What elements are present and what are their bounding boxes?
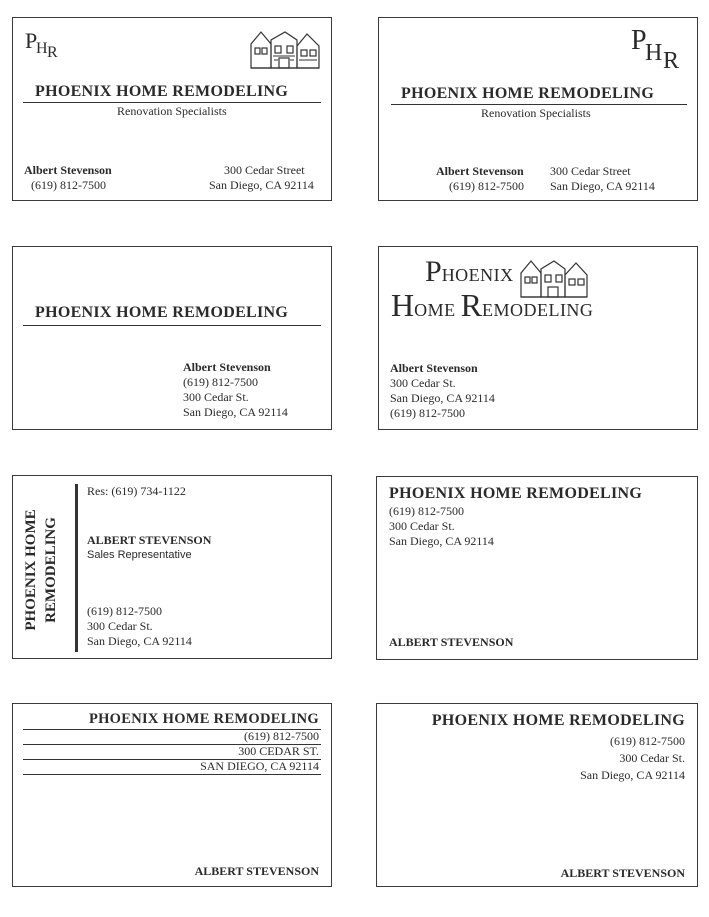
address-street: 300 Cedar Street xyxy=(224,163,305,177)
business-card-8 xyxy=(376,703,698,887)
residence-phone: Res: (619) 734-1122 xyxy=(87,484,186,498)
address-city: San Diego, CA 92114 xyxy=(209,178,314,192)
address-city: San Diego, CA 92114 xyxy=(183,405,288,419)
vertical-divider xyxy=(75,484,78,652)
address-street: 300 Cedar St. xyxy=(87,619,153,633)
contact-phone: (619) 812-7500 xyxy=(449,179,524,193)
business-card-3 xyxy=(12,246,332,430)
business-card-6 xyxy=(376,476,698,660)
business-card-2: P H R PHOENIX HOME REMODELING Renovation Specialists Albert Stevenson (619) 812-7500 300 Cedar Street San Diego, CA 92114 xyxy=(378,17,698,201)
business-card-5 xyxy=(12,475,332,659)
address-city: SAN DIEGO, CA 92114 xyxy=(200,759,319,773)
business-card-1: P H R PHOENIX HOME REMODELING Renovation Specialists Albert Stevenson (619) 812-7500 300 Cedar Street San Diego, CA 92114 xyxy=(12,17,332,201)
company-name: PHOENIX HOME REMODELING xyxy=(401,85,655,102)
contact-phone: (619) 812-7500 xyxy=(389,504,464,518)
logo-line-phoenix: PHOENIX xyxy=(425,255,514,288)
divider-line xyxy=(23,325,321,326)
contact-phone: (619) 812-7500 xyxy=(610,734,685,748)
address-city: San Diego, CA 92114 xyxy=(390,391,495,405)
logo-line-home-remodeling: HOME REMODELING xyxy=(391,287,594,323)
contact-name: Albert Stevenson xyxy=(24,163,112,177)
contact-name: Albert Stevenson xyxy=(436,164,524,178)
company-name: PHOENIX HOME REMODELING xyxy=(389,485,643,502)
address-street: 300 Cedar Street xyxy=(550,164,631,178)
contact-phone: (619) 812-7500 xyxy=(87,604,162,618)
vertical-company-name: PHOENIX HOME REMODELING xyxy=(23,509,59,631)
contact-name: ALBERT STEVENSON xyxy=(87,533,212,547)
address-city: San Diego, CA 92114 xyxy=(389,534,494,548)
company-name: PHOENIX HOME REMODELING xyxy=(35,304,289,321)
contact-phone: (619) 812-7500 xyxy=(390,406,465,420)
company-name: PHOENIX HOME REMODELING xyxy=(35,83,289,100)
divider-line xyxy=(23,774,321,775)
business-card-7 xyxy=(12,703,332,887)
address-street: 300 Cedar St. xyxy=(183,390,249,404)
address-street: 300 CEDAR ST. xyxy=(238,744,319,758)
divider-line xyxy=(23,102,321,103)
contact-phone: (619) 812-7500 xyxy=(244,729,319,743)
contact-name: Albert Stevenson xyxy=(390,361,478,375)
company-name: PHOENIX HOME REMODELING xyxy=(431,712,685,729)
company-name: PHOENIX HOME REMODELING xyxy=(88,711,319,727)
address-street: 300 Cedar St. xyxy=(390,376,456,390)
contact-phone: (619) 812-7500 xyxy=(31,178,106,192)
contact-name: ALBERT STEVENSON xyxy=(194,864,319,878)
address-city: San Diego, CA 92114 xyxy=(580,768,685,782)
contact-name: Albert Stevenson xyxy=(183,360,271,374)
contact-name: ALBERT STEVENSON xyxy=(389,635,514,649)
divider-line xyxy=(391,104,687,105)
contact-name: ALBERT STEVENSON xyxy=(560,866,685,880)
contact-title: Sales Representative xyxy=(87,549,192,561)
tagline: Renovation Specialists xyxy=(117,104,227,118)
address-city: San Diego, CA 92114 xyxy=(550,179,655,193)
address-street: 300 Cedar St. xyxy=(389,519,455,533)
tagline: Renovation Specialists xyxy=(481,106,591,120)
address-street: 300 Cedar St. xyxy=(619,751,685,765)
business-card-4 xyxy=(378,246,698,430)
contact-phone: (619) 812-7500 xyxy=(183,375,258,389)
house-logo-icon xyxy=(249,26,321,70)
address-city: San Diego, CA 92114 xyxy=(87,634,192,648)
